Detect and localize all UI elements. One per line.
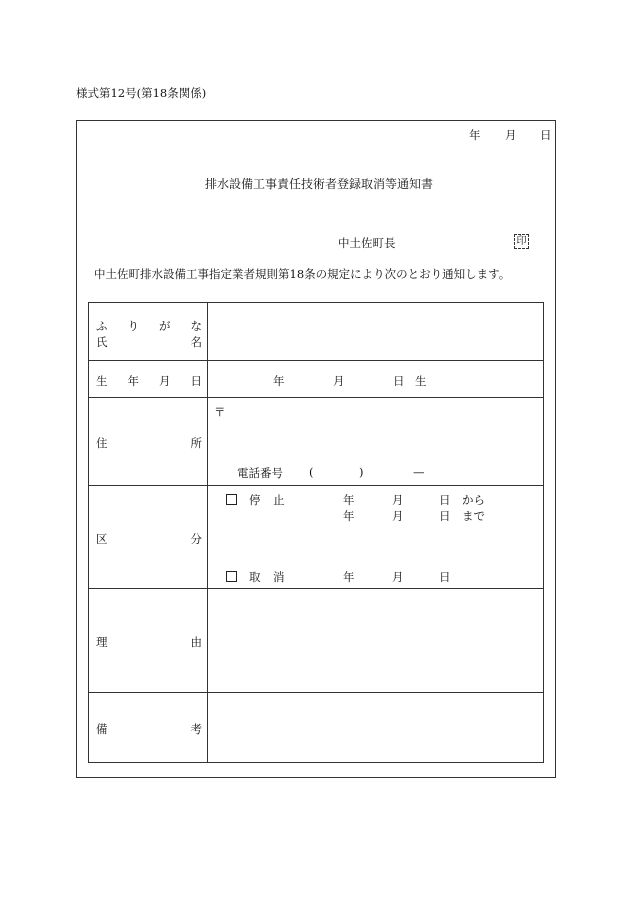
intro-text: 中土佐町排水設備工事指定業者規則第18条の規定により次のとおり通知します。: [94, 267, 511, 281]
document-title: 排水設備工事責任技術者登録取消等通知書: [205, 177, 434, 191]
suspend-from-day: 日: [439, 493, 451, 507]
suspend-until-day: 日: [439, 509, 451, 523]
postal-mark: 〒: [214, 405, 226, 419]
label-char: 考: [190, 722, 202, 736]
label-address: [96, 435, 202, 451]
row-divider: [89, 588, 543, 589]
label-char: 月: [159, 374, 171, 388]
row-divider: [89, 397, 543, 398]
label-char: 生: [96, 374, 108, 388]
table-column-divider: [207, 303, 208, 762]
label-char: 理: [96, 635, 108, 649]
label-category: [96, 531, 202, 547]
suspend-until-month: 月: [392, 509, 404, 523]
phone-paren-open: (: [309, 465, 314, 479]
cancel-label-char-1: 取: [249, 570, 261, 584]
label-char: 区: [96, 532, 108, 546]
label-furigana: [96, 318, 202, 334]
label-name: [96, 334, 202, 350]
birth-born-unit: 生: [415, 374, 427, 388]
notice-table: [88, 302, 544, 763]
suspend-until-year: 年: [343, 509, 355, 523]
date-year: 年: [469, 128, 481, 142]
cancel-month: 月: [392, 570, 404, 584]
label-char: 年: [127, 374, 139, 388]
suspend-from-month: 月: [392, 493, 404, 507]
phone-label: 電話番号: [237, 466, 283, 480]
row-divider: [89, 485, 543, 486]
cancel-checkbox[interactable]: [226, 571, 237, 582]
label-char: 分: [190, 532, 202, 546]
cancel-label-char-2: 消: [273, 570, 285, 584]
date-month: 月: [505, 128, 517, 142]
cancel-day: 日: [439, 570, 451, 584]
suspend-from-text: から: [462, 493, 485, 507]
label-char: り: [127, 319, 139, 333]
label-char: 住: [96, 436, 108, 450]
label-char: な: [190, 319, 202, 333]
suspend-label-char-1: 停: [249, 493, 261, 507]
phone-paren-close: ): [359, 465, 364, 479]
phone-dash: —: [413, 465, 425, 479]
label-char: 備: [96, 722, 108, 736]
suspend-from-year: 年: [343, 493, 355, 507]
issuer-name: 中土佐町長: [338, 236, 396, 250]
cancel-year: 年: [343, 570, 355, 584]
suspend-until-text: まで: [462, 509, 485, 523]
birth-month-unit: 月: [333, 374, 345, 388]
label-char: が: [159, 319, 171, 333]
label-birth-date: [96, 373, 202, 389]
label-char: 名: [190, 335, 202, 349]
row-divider: [89, 692, 543, 693]
label-reason: [96, 634, 202, 650]
birth-day-unit: 日: [393, 374, 405, 388]
date-day: 日: [540, 128, 552, 142]
label-char: 由: [190, 635, 202, 649]
label-char: 所: [190, 436, 202, 450]
row-divider: [89, 360, 543, 361]
label-char: 氏: [96, 335, 108, 349]
seal-mark: 印: [514, 234, 529, 249]
label-char: 日: [190, 374, 202, 388]
suspend-label-char-2: 止: [273, 493, 285, 507]
form-number: 様式第12号(第18条関係): [76, 86, 207, 100]
suspend-checkbox[interactable]: [226, 494, 237, 505]
label-char: ふ: [96, 319, 108, 333]
label-remarks: [96, 721, 202, 737]
birth-year-unit: 年: [273, 374, 285, 388]
